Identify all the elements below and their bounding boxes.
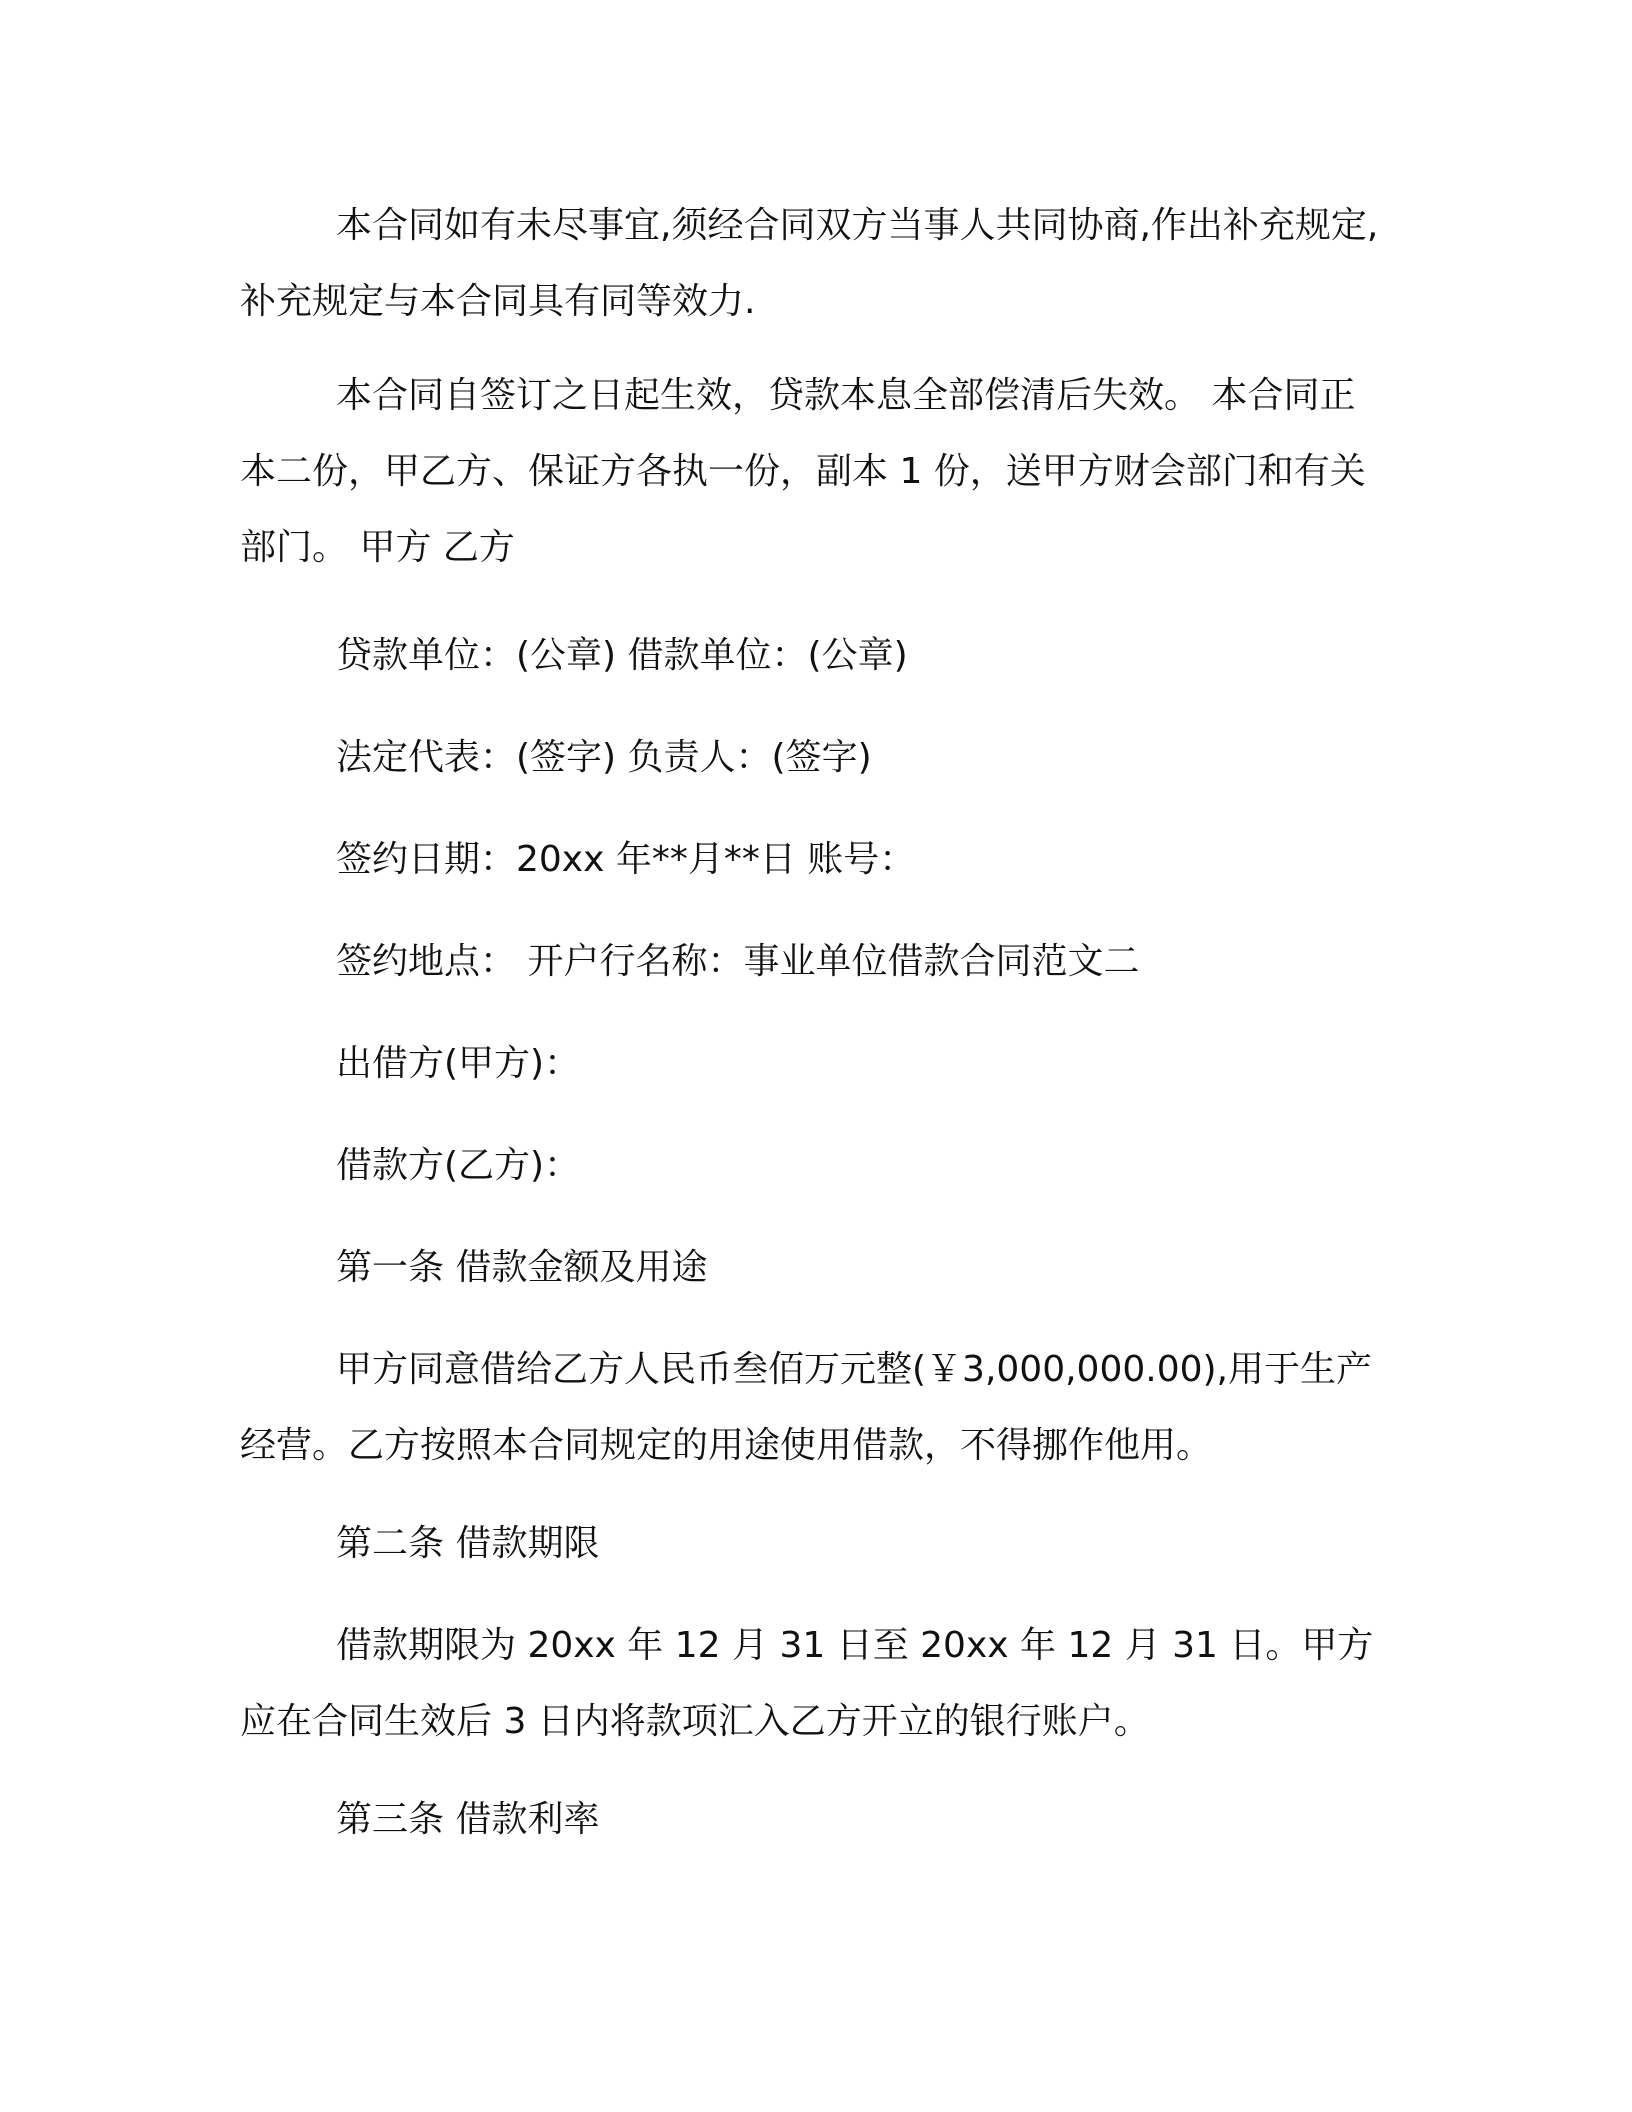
article-one-body: 甲方同意借给乙方人民币叁佰万元整(￥3,000,000.00),用于生产经营。乙方按照本合同规定的用途使用借款，不得挪作他用。 [240,1349,1373,1466]
supplement-clause-paragraph: 本合同如有未尽事宜,须经合同双方当事人共同协商,作出补充规定,补充规定与本合同具有同等效力. [240,205,1379,322]
validity-clause-paragraph: 本合同自签订之日起生效，贷款本息全部偿清后失效。 本合同正本二份，甲乙方、保证方各执一份，副本 1 份，送甲方财会部门和有关部门。 甲方 乙方 [240,375,1366,568]
signing-place-line: 签约地点： 开户行名称：事业单位借款合同范文二 [336,941,1140,982]
article-three-heading: 第三条 借款利率 [336,1799,600,1840]
signing-date-line: 签约日期：20xx 年**月**日 账号： [336,839,916,880]
lender-borrower-seal-line: 贷款单位：(公章) 借款单位：(公章) [336,635,908,676]
article-two-body: 借款期限为 20xx 年 12 月 31 日至 20xx 年 12 月 31 日。甲方应在合同生效后 3 日内将款项汇入乙方开立的银行账户。 [240,1625,1374,1742]
representative-signature-line: 法定代表：(签字) 负责人：(签字) [336,737,872,778]
article-two-heading: 第二条 借款期限 [336,1523,600,1564]
lender-party-line: 出借方(甲方)： [336,1043,581,1084]
article-one-heading: 第一条 借款金额及用途 [336,1247,708,1288]
borrower-party-line: 借款方(乙方)： [336,1145,581,1186]
